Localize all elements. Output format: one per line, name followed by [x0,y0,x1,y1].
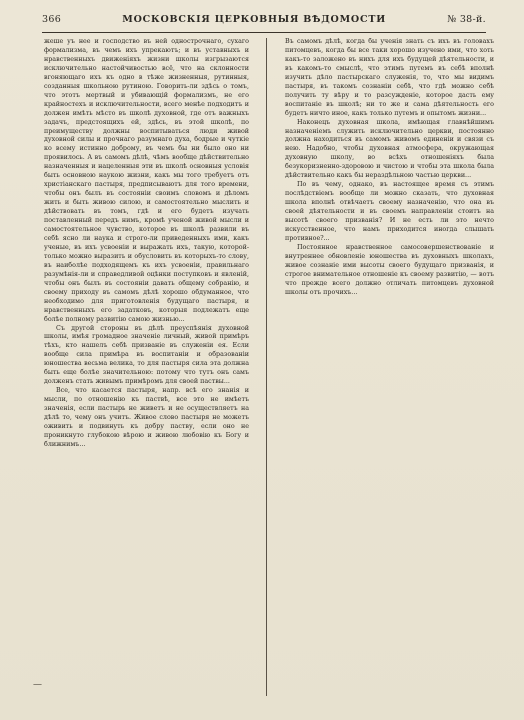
margin-mark: — [33,680,42,690]
issue-number: № 38-й. [447,13,486,25]
page-number: 366 [42,13,62,25]
paragraph: жеше уъ нее и господство въ ней однострочнаго, сухаго формализма, въ чемъ ихъ упрекаютъ; и въ уставныхъ и нравственныхъ движеніяхъ жизни школы изгрызаются исключительно настойчивостью всё, что на склонности вгоняющаго ихъ къ одно в тѣже жизненныя, рутинныя, созданныя школьною рутиною. Говорить-ли здѣсь о томъ, что этотъ мертвый и убивающій формализмъ, не его крайностехъ и исключительности, всего менѣе подходитъ и должен имѣть мѣсто въ школѣ духовной, где отъ важныхъ задачъ, предстоящихъ ей, здѣсь, въ этой школѣ, по преимуществу должны воспитываться люди живой духовной силы и прочнаго разумнаго духа, бодрые и чуткіе ко всему истинно доброму, въ чемъ бы ни было оно ни проявилось. А въ самомъ дѣлѣ, чѣмъ вообще дѣйствительно назначенныя и нацеленныя эти въ школѣ основныя условія быть основною наукою жизни, какъ мы того требуетъ отъ христіанскаго пастыря, предписываютъ для того времени, чтобы онъ былъ въ состояніи своимъ словомъ и дѣломъ жить и быть живою силою, и самостоятельно мыслить и дѣйствовать въ томъ, гдѣ и его будетъ изучать поставленный передъ нимъ, кромѣ ученой живой мысли и самостоятельное чувство, которое въ школѣ развили въ себѣ ясно ли наука и строго-ли приведенныхъ ими, какъ ученые, въ ихъ усвоеніи и выражать ихъ, такую, которой-только можно выразить и обусловить въ которыхъ-то слову, въ наиболѣе подходящемъ къ ихъ усвоеніи, правильнаго разумѣнія-ли и справедливой оцѣнки поступковъ и явленій, чтобы онъ былъ въ состояніи давать общему собранію, и своему приходу въ самомъ дѣлѣ хорошо обдуманное, что необходимо для приготовленія будущаго пастыря, и нравственныхъ его задатковъ, которыя подлежатъ еще болѣе полному развитію самою жизнью... [44,38,249,323]
left-column [44,38,249,698]
paragraph: Въ самомъ дѣлѣ, когда бы ученія знать съ ихъ въ головахъ питомцевъ, когда бы все таки хорошо изучено ими, что хоть какъ-то заложено въ нихъ для ихъ будущей дѣятельности, и въ какомъ-то смыслѣ, что этимъ путемъ въ себѣ вполнѣ изучить дѣло пастырскаго служенія, то, что мы видимъ пастыря, въ такомъ сознаніи себѣ, что гдѣ можно себѣ получить ту вѣру и то разсужденіе, которое дасть ему воспитаніе въ школѣ; ни то же и сама дѣятельность его будетъ ничто иное, какъ только путемъ и опытомъ жизни... [285,38,494,117]
paragraph: По въ чему, однако, въ настоящее время съ этимъ послѣдствіемъ вообще ли можно сказать, что духовная школа вполнѣ отвѣчаетъ своему назначенію, что она въ своей дѣятельности и въ своемъ направленіи стоитъ на высотѣ своего призванія? И не есть ли это нечто искусственное, что намъ приходится иногда слышать противное?... [285,181,494,242]
paragraph: Съ другой стороны въ дѣлѣ преуспѣянія духовной школы, имѣя громадное значеніе личный, живой примѣръ тѣхъ, кто нашелъ себѣ призваніе въ служеніи ея. Если вообще сила примѣра въ воспитаніи и образованіи юношества весьма велика, то для пастыря сила эта должна быть еще болѣе значительною: потому что тутъ онъ самъ долженъ стать живымъ примѣромъ для своей паствы... [44,324,249,386]
journal-title: МОСКОВСКІЯ ЦЕРКОВНЫЯ ВѢДОМОСТИ [122,13,386,25]
paragraph: Все, что касается пастыря, напр. всѣ его знанія и мысли, по отношенію къ паствѣ, все это не имѣетъ значенія, если пастырь не живетъ и не осуществляетъ на дѣлѣ то, чему онъ учитъ. Живое слово пастыря не можетъ оживить и подвинуть къ добру паству, если оно не проникнуто глубокою вѣрою и живою любовію къ Богу и ближнимъ... [44,387,249,448]
column-divider [266,38,267,696]
header-rule [42,32,486,33]
paragraph: Постоянное нравственное самосовершенствованіе и внутреннее обновленіе юношества въ духовныхъ школахъ, живое сознаніе ими высоты своего будущаго призванія, и строгое внимательное отношеніе къ своему развитію, — вотъ что прежде всего должно отличать питомцевъ духовной школы отъ прочихъ... [285,243,494,296]
right-column [285,38,494,698]
page-header [42,8,486,30]
paragraph: Наконецъ духовная школа, имѣющая главнѣйшимъ назначеніемъ служить исключительно церкви, постоянно должна находиться въ самомъ живомъ единеніи и связи съ нею. Надобно, чтобы духовная атмосфера, окружающая духовную школу, во всѣхъ отношеніяхъ была безукоризненно-здоровою и чистою и чтобы эта школа была дѣйствительно какъ бы нераздѣльною частью церкви... [285,118,494,180]
